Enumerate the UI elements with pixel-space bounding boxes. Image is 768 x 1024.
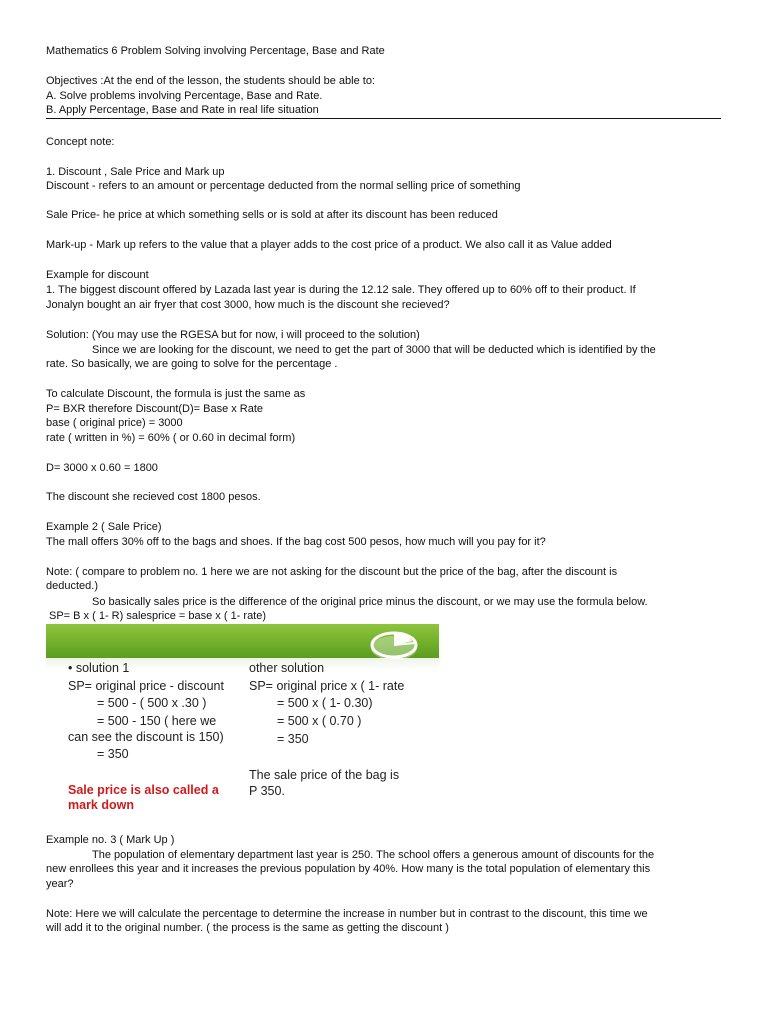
example1-problem-line2: Jonalyn bought an air fryer that cost 3000, how much is the discount she recieved? xyxy=(46,299,450,311)
example2-heading: Example 2 ( Sale Price) xyxy=(46,521,162,533)
calc-line2: P= BXR therefore Discount(D)= Base x Rate xyxy=(46,403,264,415)
calc-line3: base ( original price) = 3000 xyxy=(46,417,183,429)
example2-note-line3: So basically sales price is the difference of the original price minus the discount, or we may use the formula below. xyxy=(92,596,648,608)
markup-definition: Mark-up - Mark up refers to the value that a player adds to the cost price of a product. We also call it as Value added xyxy=(46,239,612,251)
slide-left-line3: = 500 - ( 500 x .30 ) xyxy=(97,696,207,710)
example2-note-line1: Note: ( compare to problem no. 1 here we are not asking for the discount but the price of the bag, after the discount is xyxy=(46,566,618,578)
calc-line4: rate ( written in %) = 60% ( or 0.60 in decimal form) xyxy=(46,432,296,444)
slide-left-line1: • solution 1 xyxy=(68,661,130,675)
concept-note-label: Concept note: xyxy=(46,136,115,148)
slide-right-line3: = 500 x ( 1- 0.30) xyxy=(277,696,373,710)
slide-right-line4: = 500 x ( 0.70 ) xyxy=(277,714,362,728)
calc-line1: To calculate Discount, the formula is just the same as xyxy=(46,388,306,400)
example1-heading: Example for discount xyxy=(46,269,149,281)
slide-answer-line1: The sale price of the bag is xyxy=(249,768,400,782)
discount-equation: D= 3000 x 0.60 = 1800 xyxy=(46,462,158,474)
slide-left-line2: SP= original price - discount xyxy=(68,679,224,693)
objectives-intro: Objectives :At the end of the lesson, the students should be able to: xyxy=(46,75,375,87)
slide-left-line4: = 500 - 150 ( here we xyxy=(97,714,217,728)
slide-note-line2: mark down xyxy=(68,798,134,812)
example3-heading: Example no. 3 ( Mark Up ) xyxy=(46,834,175,846)
slide-note-line1: Sale price is also called a xyxy=(68,783,219,797)
example2-note-line2: deducted.) xyxy=(46,580,98,592)
sale-price-definition: Sale Price- he price at which something sells or is sold at after its discount has been reduced xyxy=(46,209,498,221)
example3-note-line1: Note: Here we will calculate the percentage to determine the increase in number but in contrast to the discount, this time we xyxy=(46,908,648,920)
pie-chart-icon xyxy=(368,626,420,662)
discount-definition: Discount - refers to an amount or percentage deducted from the normal selling price of something xyxy=(46,180,521,192)
example1-problem-line1: 1. The biggest discount offered by Lazada last year is during the 12.12 sale. They offered up to 60% off to their product. If xyxy=(46,284,636,296)
objective-a: A. Solve problems involving Percentage, Base and Rate. xyxy=(46,90,323,102)
sale-price-formula: SP= B x ( 1- R) salesprice = base x ( 1- rate) xyxy=(49,610,267,622)
slide-answer-line2: P 350. xyxy=(249,784,285,798)
example3-line3: year? xyxy=(46,878,74,890)
slide-left-line5: can see the discount is 150) xyxy=(68,730,224,744)
slide-right-line2: SP= original price x ( 1- rate xyxy=(249,679,405,693)
objective-b: B. Apply Percentage, Base and Rate in real life situation xyxy=(46,104,319,116)
example1-solution-line3: rate. So basically, we are going to solve for the percentage . xyxy=(46,358,338,370)
solution-slide-image xyxy=(46,624,439,816)
example3-line2: new enrollees this year and it increases the previous population by 40%. How many is the total population of elementary this xyxy=(46,863,651,875)
example3-note-line2: will add it to the original number. ( the process is the same as getting the discount ) xyxy=(46,922,449,934)
slide-right-line5: = 350 xyxy=(277,732,309,746)
slide-left-line6: = 350 xyxy=(97,747,129,761)
example1-solution-line1: Solution: (You may use the RGESA but for now, i will proceed to the solution) xyxy=(46,329,420,341)
example1-solution-line2: Since we are looking for the discount, we need to get the part of 3000 that will be deducted which is identified by the xyxy=(92,344,656,356)
example3-line1: The population of elementary department last year is 250. The school offers a generous amount of discounts for the xyxy=(92,849,655,861)
example1-answer: The discount she recieved cost 1800 pesos. xyxy=(46,491,261,503)
document-title: Mathematics 6 Problem Solving involving Percentage, Base and Rate xyxy=(46,45,385,57)
section1-heading: 1. Discount , Sale Price and Mark up xyxy=(46,166,225,178)
divider-line xyxy=(46,118,721,119)
slide-right-line1: other solution xyxy=(249,661,325,675)
example2-problem: The mall offers 30% off to the bags and shoes. If the bag cost 500 pesos, how much will you pay for it? xyxy=(46,536,546,548)
